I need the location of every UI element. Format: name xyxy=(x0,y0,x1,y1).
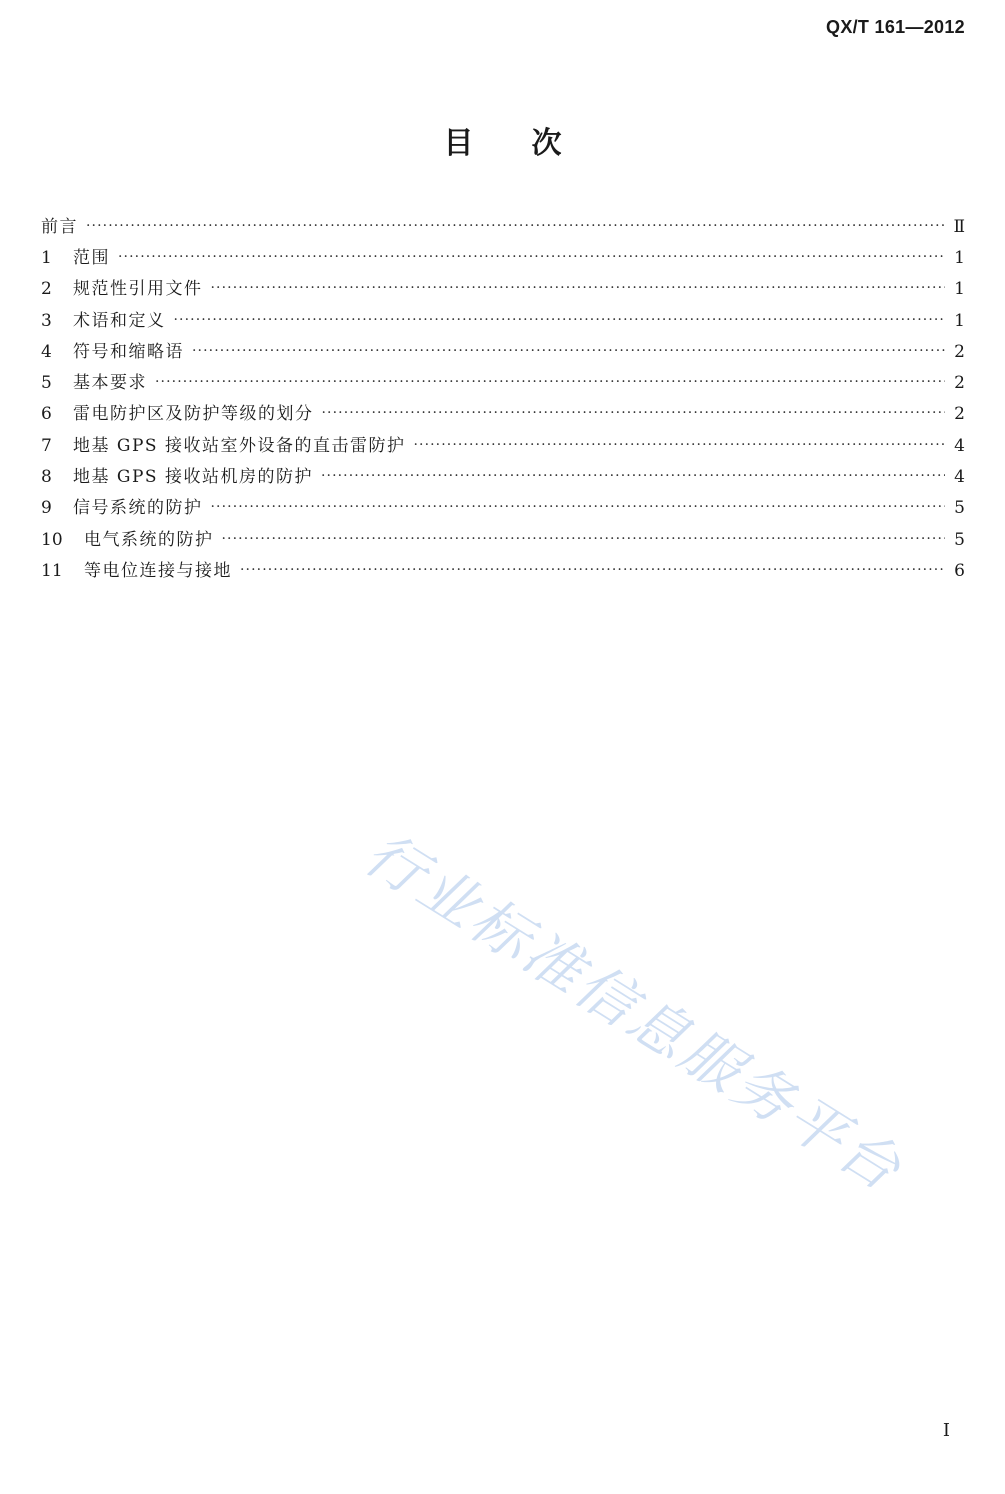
toc-leader-dots xyxy=(413,436,945,456)
toc-entry-page: 2 xyxy=(954,373,965,394)
toc-entry-page: 1 xyxy=(954,310,965,331)
toc-entry-label: 信号系统的防护 xyxy=(73,498,203,519)
toc-entry-page: Ⅱ xyxy=(953,216,965,237)
toc-entry-4[interactable] xyxy=(41,336,965,367)
toc-entry-number: 6 xyxy=(41,404,52,425)
toc-entry-1[interactable] xyxy=(41,242,965,273)
toc-entry-9[interactable] xyxy=(41,493,965,524)
toc-entry-page: 4 xyxy=(954,467,965,488)
toc-entry-label: 地基 GPS 接收站机房的防护 xyxy=(73,467,313,488)
toc-entry-number: 5 xyxy=(41,373,52,394)
toc-leader-dots xyxy=(174,311,946,331)
toc-leader-dots xyxy=(86,217,945,237)
toc-entry-10[interactable] xyxy=(41,524,965,555)
page-title: 目次 xyxy=(443,126,620,161)
toc-entry-8[interactable] xyxy=(41,461,965,492)
toc-leader-dots xyxy=(240,561,945,581)
toc-leader-dots xyxy=(321,467,945,487)
toc-entry-number: 2 xyxy=(41,279,52,300)
toc-entry-page: 4 xyxy=(954,435,965,456)
toc-entry-number: 1 xyxy=(41,247,52,268)
toc-entry-6[interactable] xyxy=(41,399,965,430)
toc-entry-number: 9 xyxy=(41,498,52,519)
toc-entry-page: 1 xyxy=(954,279,965,300)
toc-entry-label: 规范性引用文件 xyxy=(73,279,203,300)
toc-entry-11[interactable] xyxy=(41,555,965,586)
toc-entry-number: 3 xyxy=(41,310,52,331)
toc-entry-number: 11 xyxy=(41,560,63,581)
toc-entry-number: 8 xyxy=(41,467,52,488)
toc-entry-number: 4 xyxy=(41,341,52,362)
toc-entry-3[interactable] xyxy=(41,305,965,336)
toc-entry-page: 2 xyxy=(954,404,965,425)
toc-leader-dots xyxy=(118,248,945,268)
toc-entry-number: 10 xyxy=(41,529,63,550)
toc-leader-dots xyxy=(155,373,945,393)
toc-entry-7[interactable] xyxy=(41,430,965,461)
toc-entry-page: 2 xyxy=(954,341,965,362)
toc-entry-2[interactable] xyxy=(41,274,965,305)
toc-entry-label: 范围 xyxy=(73,247,110,268)
toc-entry-page: 6 xyxy=(954,560,965,581)
toc-entry-label: 术语和定义 xyxy=(73,310,166,331)
watermark: 行业标准信息服务平台 xyxy=(353,819,915,1206)
toc-entry-page: 1 xyxy=(954,247,965,268)
toc-entry-number: 7 xyxy=(41,435,52,456)
toc-leader-dots xyxy=(211,279,946,299)
standard-code: QX/T 161—2012 xyxy=(826,17,965,37)
toc-leader-dots xyxy=(322,404,946,424)
page-number: Ⅰ xyxy=(942,1420,950,1441)
toc-leader-dots xyxy=(222,530,946,550)
toc-entry-page: 5 xyxy=(954,498,965,519)
toc-entry-label: 雷电防护区及防护等级的划分 xyxy=(73,404,314,425)
toc-entry-label: 地基 GPS 接收站室外设备的直击雷防护 xyxy=(73,435,406,456)
toc-entry-page: 5 xyxy=(954,529,965,550)
toc-entry-label: 电气系统的防护 xyxy=(84,529,214,550)
table-of-contents xyxy=(41,211,965,587)
toc-entry-5[interactable] xyxy=(41,367,965,398)
toc-entry-label: 前言 xyxy=(41,216,78,237)
toc-leader-dots xyxy=(211,498,946,518)
toc-entry-label: 基本要求 xyxy=(73,373,147,394)
toc-leader-dots xyxy=(192,342,945,362)
toc-entry-label: 符号和缩略语 xyxy=(73,341,184,362)
toc-entry-label: 等电位连接与接地 xyxy=(84,560,232,581)
toc-entry-foreword[interactable] xyxy=(41,211,965,242)
